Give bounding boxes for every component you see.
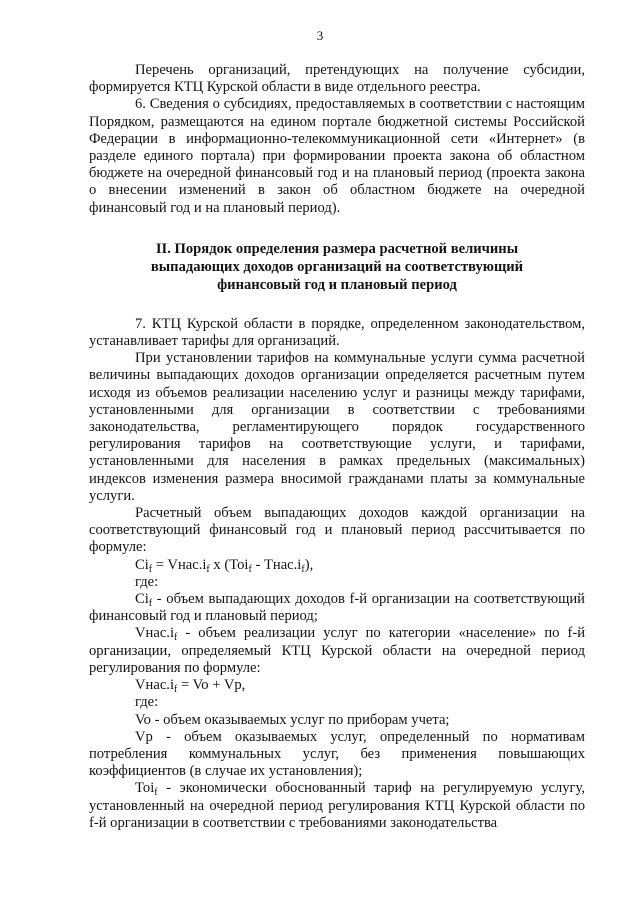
formula-volume: $Vнас.i_f = Vo + Vp$, xyxy=(135,677,246,696)
where-label: где: xyxy=(135,573,159,590)
where-label: где: xyxy=(135,694,159,711)
section-heading-line: выпадающих доходов организаций на соответствующий xyxy=(150,258,524,275)
paragraph-calculation: Расчетный объем выпадающих доходов каждой организации на соответствующий финансовый год и плановый период рассчитывается по формуле: xyxy=(89,505,585,556)
paragraph-7: 7. КТЦ Курской области в порядке, определенном законодательством, устанавливает тарифы для организаций. xyxy=(89,315,585,350)
section-heading xyxy=(89,240,585,294)
definition-toi: Toi$_f$ - экономически обоснованный тариф на регулируемую услугу, установленный на очередной период регулирования КТЦ Курской области по f-й организации в соответствии с требованиями законодательства xyxy=(89,780,585,831)
page-number: 3 xyxy=(316,28,324,43)
formula-losses: $Ci_f$ = $Vнас.i_f$ х $(Toi_f - Тнас.i_f)$, xyxy=(135,556,314,575)
definition-vp: Vp - объем оказываемых услуг, определенный по нормативам потребления коммунальных услуг, без применения повышающих коэффициентов (в случае их установления); xyxy=(89,728,585,780)
section-heading-line: II. Порядок определения размера расчетной величины xyxy=(155,240,519,257)
definition-vnas: $Vнас.i_f$ - объем реализации услуг по категории «население» по f-й организации, определяемый КТЦ Курской области на очередной период регулирования по формуле: xyxy=(89,625,585,676)
paragraph-6: 6. Сведения о субсидиях, предоставляемых в соответствии с настоящим Порядком, размещаются на едином портале бюджетной системы Российской Федерации в информационно-телекоммуникационной сети «Интернет» (в разделе единого портала) при формировании проекта закона об областном бюджете на очередной финансовый год и на плановый период (проекта закона о внесении изменений в закон об областном бюджете на очередной финансовый год и на плановый период). xyxy=(89,96,585,216)
paragraph-registry: Перечень организаций, претендующих на получение субсидии, формируется КТЦ Курской области в виде отдельного реестра. xyxy=(89,62,585,96)
section-heading-line: финансовый год и плановый период xyxy=(217,276,457,293)
paragraph-tariffs: При установлении тарифов на коммунальные услуги сумма расчетной величины выпадающих доходов организации определяется расчетным путем исходя из объемов реализации населению услуг и разницы между тарифами, установленными для организации в соответствии с требованиями законодательства, регламентирующего порядок государственного регулирования тарифов на соответствующие услуги, и тарифами, установленными для населения в рамках предельных (максимальных) индексов изменения размера вносимой гражданами платы за коммунальные услуги. xyxy=(89,350,585,504)
definition-vo: Vo - объем оказываемых услуг по приборам учета; xyxy=(135,711,450,728)
definition-ci: $Ci_f$ - объем выпадающих доходов f-й организации на соответствующий финансовый год и плановый период; xyxy=(89,591,585,625)
document-body xyxy=(89,62,585,832)
